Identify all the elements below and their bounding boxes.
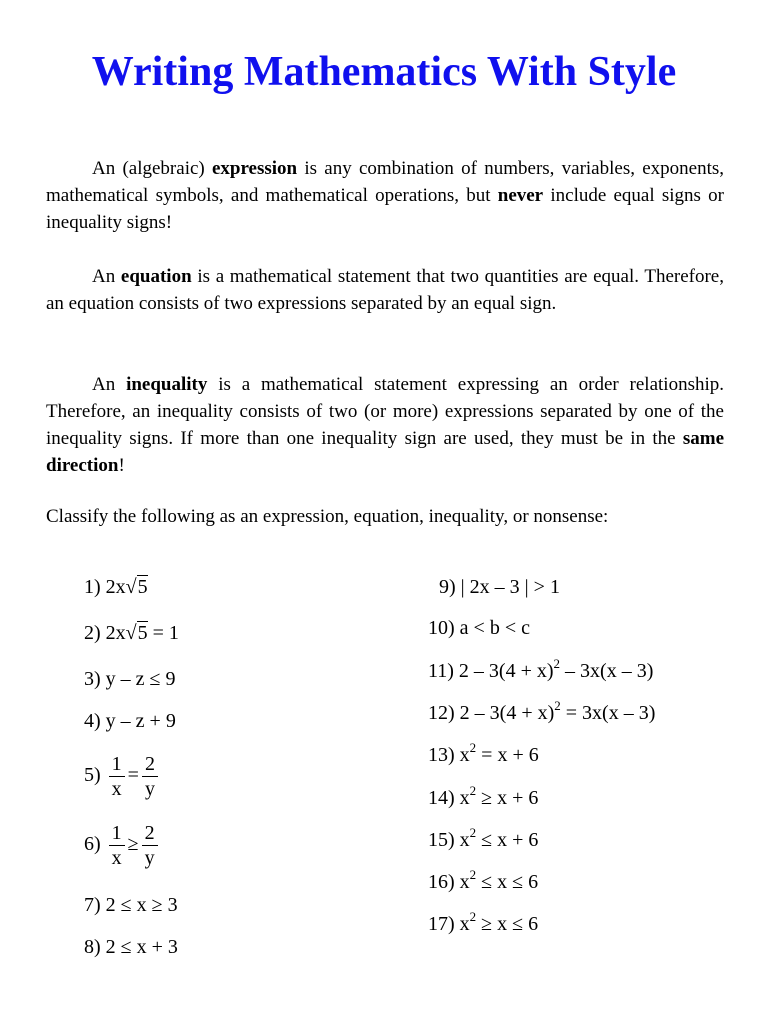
problem-number: 6) <box>84 833 101 856</box>
problem-number: 16) <box>428 871 455 893</box>
problem-9 <box>439 574 560 600</box>
problem-number: 13) <box>428 744 455 766</box>
problem-17 <box>428 911 538 937</box>
problem-number: 12) <box>428 702 455 724</box>
fraction-right <box>142 752 158 801</box>
problem-term: 2x <box>105 622 126 644</box>
problem-rest: ≤ x ≤ 6 <box>476 871 539 893</box>
problem-number: 4) <box>84 710 101 732</box>
problem-term: x <box>459 787 470 809</box>
term-expression: expression <box>211 158 298 179</box>
problem-expression: | 2x – 3 | > 1 <box>460 576 560 598</box>
operator: = <box>127 764 139 787</box>
problem-term: x <box>459 744 470 766</box>
problem-rest: = 1 <box>147 622 179 644</box>
numerator: 2 <box>142 821 158 846</box>
problem-expression: 2 ≤ x + 3 <box>105 936 178 958</box>
exponent: 2 <box>469 825 477 840</box>
p2-text-a: An <box>92 266 121 287</box>
equation-definition <box>46 263 724 317</box>
problem-2 <box>84 620 179 646</box>
problem-14 <box>428 785 538 811</box>
problem-number: 14) <box>428 787 455 809</box>
problem-number: 17) <box>428 913 455 935</box>
inequality-definition <box>46 371 724 479</box>
numerator: 1 <box>109 821 125 846</box>
p2-text-c: is a mathematical statement that two quantities are equal. Therefore, an equation consists of two expressions separated by an equal sign. <box>46 266 724 314</box>
problem-number: 1) <box>84 576 101 598</box>
problem-8 <box>84 934 178 960</box>
numerator: 1 <box>109 752 125 777</box>
exponent: 2 <box>553 656 561 671</box>
problem-7 <box>84 892 178 918</box>
p3-text-c: is a mathematical statement expressing an order relationship. Therefore, an inequality consists of two (or more) expressions separated by one of the inequality signs. If more than one inequality sign are used, they must be in the <box>46 374 724 449</box>
problem-4 <box>84 708 176 734</box>
problem-rest: ≤ x + 6 <box>476 829 539 851</box>
problem-rest: ≥ x ≤ 6 <box>476 913 539 935</box>
problem-rest: – 3x(x – 3) <box>560 660 654 682</box>
p1-text-a: An (algebraic) <box>92 158 212 179</box>
fraction-right <box>142 821 158 870</box>
problem-term: x <box>459 913 470 935</box>
problem-5 <box>84 752 161 801</box>
problem-13 <box>428 742 539 768</box>
problem-6 <box>84 821 161 870</box>
problem-number: 15) <box>428 829 455 851</box>
page-title: Writing Mathematics With Style <box>91 49 677 95</box>
problem-number: 11) <box>428 660 454 682</box>
problem-term: x <box>459 871 470 893</box>
exponent: 2 <box>469 740 477 755</box>
problem-term: 2 – 3(4 + x) <box>459 702 555 724</box>
square-root: √5 <box>125 576 148 598</box>
problem-1 <box>84 574 148 600</box>
problem-number: 9) <box>439 576 456 598</box>
exponent: 2 <box>469 909 477 924</box>
problem-11 <box>428 658 653 684</box>
numerator: 2 <box>142 752 158 777</box>
denominator: x <box>111 847 122 869</box>
denominator: y <box>144 847 155 869</box>
instruction: Classify the following as an expression, equation, inequality, or nonsense: <box>46 506 609 527</box>
p3-text-a: An <box>92 374 127 395</box>
problem-rest: = x + 6 <box>476 744 539 766</box>
exponent: 2 <box>554 698 561 713</box>
problem-term: 2x <box>105 576 126 598</box>
denominator: x <box>111 778 122 800</box>
expression-definition <box>46 155 724 236</box>
problem-number: 10) <box>428 617 455 639</box>
exponent: 2 <box>469 783 477 798</box>
exponent: 2 <box>469 867 477 882</box>
term-inequality: inequality <box>126 374 208 395</box>
p1-text-e: include equal signs or inequality signs! <box>46 185 724 233</box>
problem-15 <box>428 827 538 853</box>
problem-expression: a < b < c <box>459 617 530 639</box>
problem-expression: y – z ≤ 9 <box>105 668 176 690</box>
problem-number: 7) <box>84 894 101 916</box>
problem-3 <box>84 666 176 692</box>
problem-rest: ≥ x + 6 <box>476 787 539 809</box>
problem-number: 3) <box>84 668 101 690</box>
problem-16 <box>428 869 538 895</box>
square-root: √5 <box>125 622 148 644</box>
operator: ≥ <box>127 833 139 856</box>
problem-term: 2 – 3(4 + x) <box>458 660 554 682</box>
problem-expression: 2 ≤ x ≥ 3 <box>105 894 178 916</box>
term-equation: equation <box>120 266 192 287</box>
p1-text-c: is any combination of numbers, variables, exponents, mathematical symbols, and mathematical operations, but <box>46 158 724 206</box>
problem-10 <box>428 615 530 641</box>
problem-12 <box>428 700 655 726</box>
problem-expression: y – z + 9 <box>105 710 176 732</box>
problem-number: 2) <box>84 622 101 644</box>
denominator: y <box>144 778 155 800</box>
problem-rest: = 3x(x – 3) <box>560 702 656 724</box>
radicand: 5 <box>137 622 148 644</box>
fraction-left <box>109 821 125 870</box>
problem-number: 5) <box>84 764 101 787</box>
term-never: never <box>497 185 544 206</box>
problem-term: x <box>459 829 470 851</box>
problem-number: 8) <box>84 936 101 958</box>
radicand: 5 <box>137 576 148 598</box>
term-same-direction: same direction <box>46 428 724 476</box>
fraction-left <box>109 752 125 801</box>
p3-text-e: ! <box>118 455 125 476</box>
